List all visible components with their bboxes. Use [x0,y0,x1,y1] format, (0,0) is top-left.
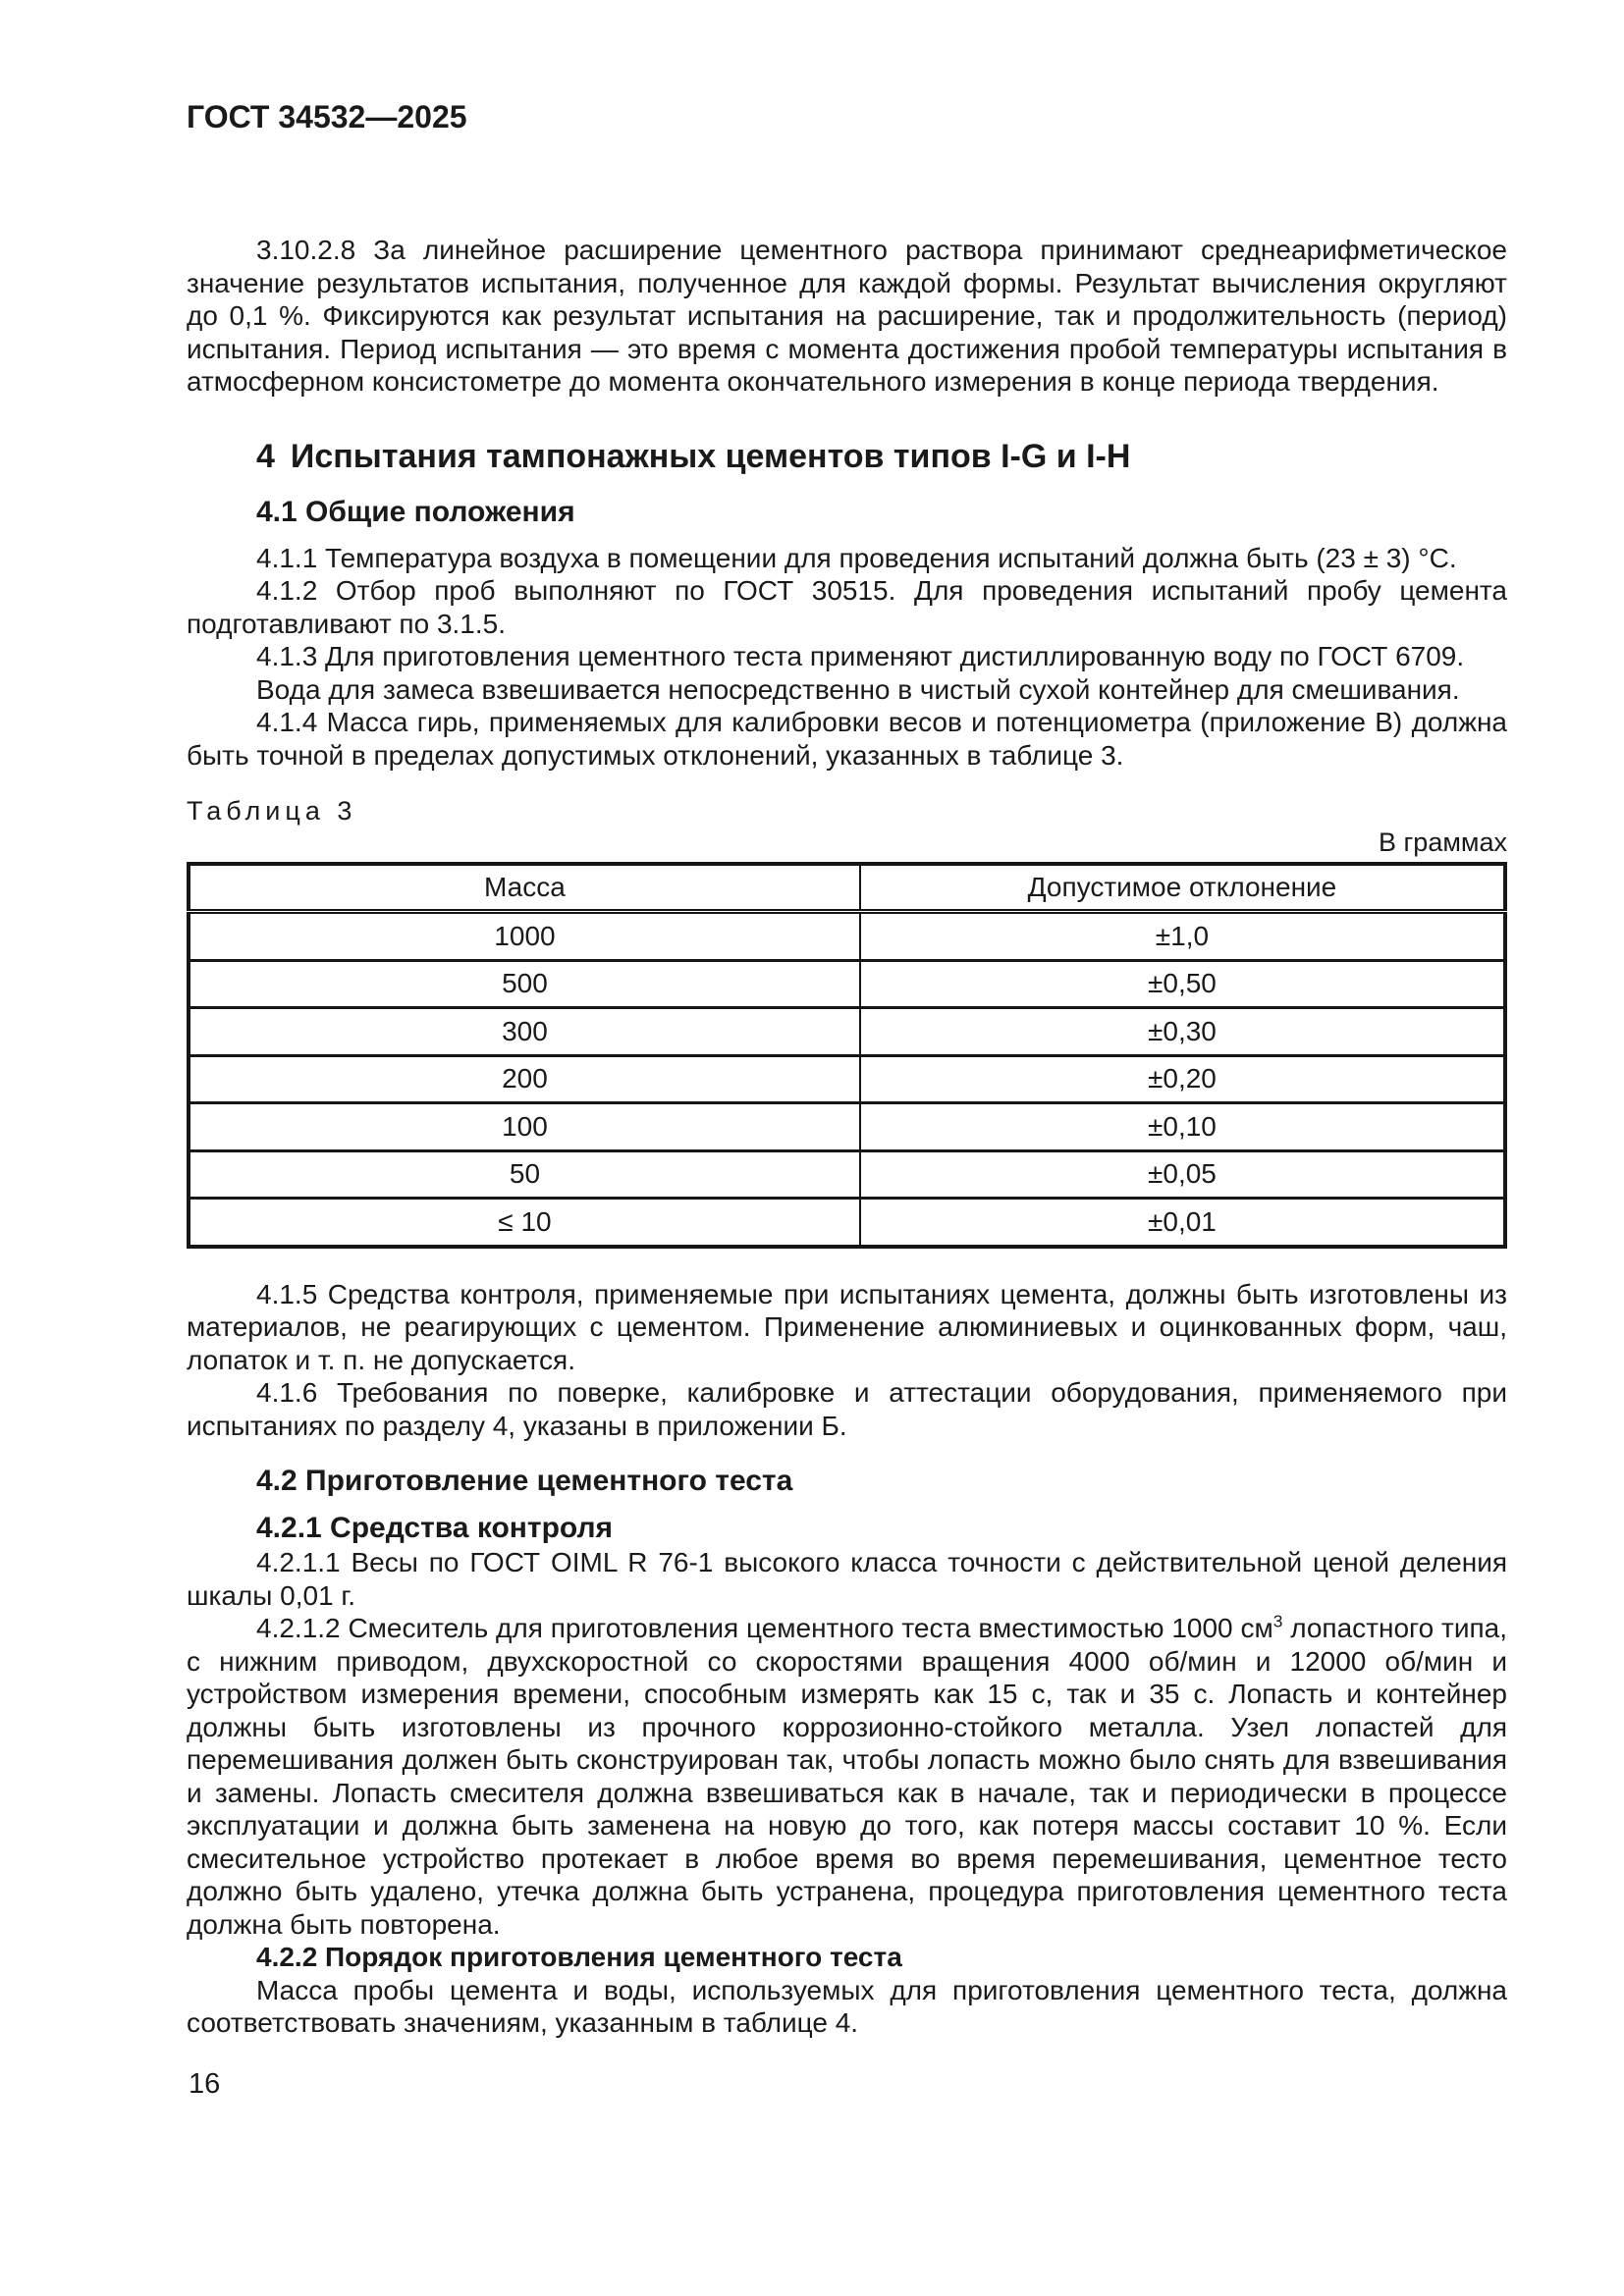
cell-mass: 200 [189,1055,860,1103]
para-4-2-1-1: 4.2.1.1 Весы по ГОСТ OIML R 76-1 высокого класса точности с действительной ценой деления шкалы 0,01 г. [187,1547,1507,1611]
cell-mass: 100 [189,1103,860,1151]
cell-deviation: ±0,50 [860,960,1505,1008]
superscript-3: 3 [1272,1611,1283,1631]
para-4-1-6: 4.1.6 Требования по поверке, калибровке и аттестации оборудования, применяемого при испытаниях по разделу 4, указаны в приложении Б. [187,1377,1507,1441]
table-row [189,912,1505,961]
para-4-1-4: 4.1.4 Масса гирь, применяемых для калибровки весов и потенциометра (приложение В) должна быть точной в пределах допустимых отклонений, указанных в таблице 3. [187,707,1507,771]
cell-deviation: ±0,05 [860,1150,1505,1199]
cell-mass: 50 [189,1150,860,1199]
para-4-2-1-2-text: 4.2.1.2 Смеситель для приготовления цементного теста вместимостью 1000 см [256,1613,1273,1643]
table-row [189,1150,1505,1199]
table-3-label: Таблица 3 [187,796,357,826]
column-header-mass: Масса [189,864,860,912]
page-number: 16 [189,2068,221,2100]
table-row [189,1055,1505,1103]
para-4-1-3-note: Вода для замеса взвешивается непосредственно в чистый сухой контейнер для смешивания. [256,673,1460,705]
para-4-1-2: 4.1.2 Отбор проб выполняют по ГОСТ 30515. Для проведения испытаний пробу цемента подготавливают по 3.1.5. [187,575,1507,639]
para-4-1-3: 4.1.3 Для приготовления цементного теста применяют дистиллированную воду по ГОСТ 6709. [256,641,1465,671]
cell-mass: 300 [189,1008,860,1056]
section-4-2-1-heading: 4.2.1 Средства контроля [256,1512,614,1544]
table-row [189,1008,1505,1056]
cell-mass: 500 [189,960,860,1008]
table-3 [187,862,1507,1249]
cell-deviation: ±0,30 [860,1008,1505,1056]
para-4-2-1-2 [187,1612,1507,1941]
table-row [189,960,1505,1008]
cell-mass: ≤ 10 [189,1199,860,1247]
section-4-2-2-heading: 4.2.2 Порядок приготовления цементного теста [256,1942,902,1972]
cell-mass: 1000 [494,920,556,951]
page-content [187,0,1507,2040]
para-4-2-1-2-text-cont: лопастного типа, с нижним приводом, двухскоростной со скоростями вращения 4000 об/мин и 12000 об/мин и устройством измерения времени, способным измерять как 15 с, так и 35 с. Лопасть и контейнер должны быть изготовлены из прочного коррозионно-стойкого металла. Узел лопастей для перемешивания должен быть сконструирован так, чтобы лопасть можно было снять для взвешивания и замены. Лопасть смесителя должна взвешиваться как в начале, так и периодически в процессе эксплуатации и должна быть заменена на новую до того, как потеря массы составит 10 %. Если смесительное устройство протекает в любое время во время перемешивания, цементное тесто должно быть удалено, утечка должна быть устранена, процедура приготовления цементного теста должна быть повторена. [187,1613,1507,1940]
document-title: ГОСТ 34532—2025 [187,99,467,134]
cell-deviation: ±1,0 [860,912,1505,961]
section-4-title: Испытания тампонажных цементов типов I-G и I-H [290,437,1131,475]
para-4-1-5: 4.1.5 Средства контроля, применяемые при испытаниях цемента, должны быть изготовлены из материалов, не реагирующих с цементом. Применение алюминиевых и оцинкованных форм, чаш, лопаток и т. п. не допускается. [187,1278,1507,1375]
column-header-deviation: Допустимое отклонение [860,864,1505,912]
section-4-number: 4 [256,437,275,475]
table-3-unit-note: В граммах [1378,828,1507,857]
para-3-10-2-8: 3.10.2.8 За линейное расширение цементного раствора принимают среднеарифметическое значение результатов испытания, полученное для каждой формы. Результат вычисления округляют до 0,1 %. Фиксируются как результат испытания на расширение, так и продолжительность (период) испытания. Период испытания — это время с момента достижения пробой температуры испытания в атмосферном консистометре до момента окончательного измерения в конце периода твердения. [187,235,1507,397]
section-4-1-heading: 4.1 Общие положения [256,495,575,528]
cell-deviation: ±0,20 [860,1055,1505,1103]
section-4-2-heading: 4.2 Приготовление цементного теста [256,1465,793,1497]
para-4-2-2: Масса пробы цемента и воды, используемых для приготовления цементного теста, должна соответствовать значениям, указанным в таблице 4. [187,1974,1507,2038]
table-header-row [189,864,1505,912]
table-row [189,1199,1505,1247]
cell-deviation: ±0,01 [860,1199,1505,1247]
para-4-1-1: 4.1.1 Температура воздуха в помещении для проведения испытаний должна быть (23 ± 3) °С. [256,542,1457,573]
table-row [189,1103,1505,1151]
cell-deviation: ±0,10 [860,1103,1505,1151]
section-4-heading [187,436,1507,477]
